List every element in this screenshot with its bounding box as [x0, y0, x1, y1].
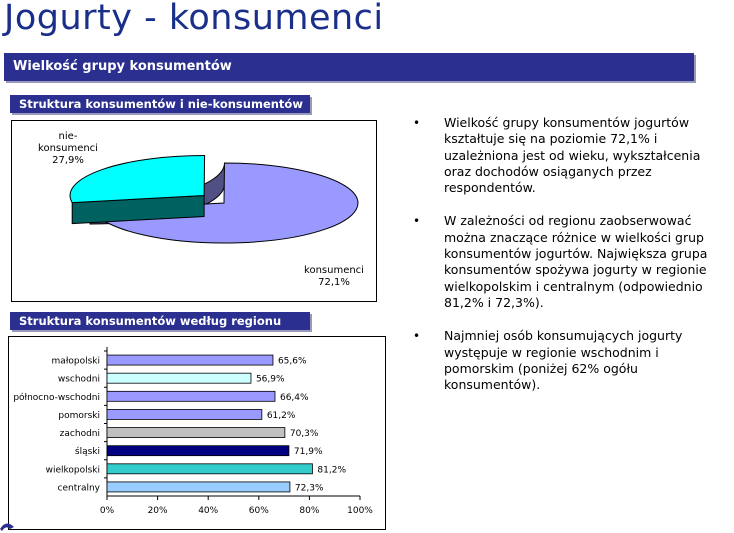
bullet-text: Wielkość grupy konsumentów jogurtów kształtuje się na poziomie 72,1% i uzależniona jest od wieku, wykształcenia oraz dochodów osiąganych przez respondentów.	[444, 115, 701, 196]
bar-chart-title: Struktura konsumentów według regionu	[19, 314, 282, 328]
bar-5	[107, 446, 289, 456]
bar-value-label: 61,2%	[266, 410, 296, 421]
bullet-item	[413, 328, 723, 393]
pie-label-nie-konsumenci: nie-konsumenci 27,9%	[38, 131, 98, 166]
section-header-label: Wielkość grupy konsumentów	[13, 59, 232, 74]
pie-label-konsumenci: konsumenci 72,1%	[304, 265, 364, 288]
bar-4	[107, 428, 285, 438]
pie-chart	[12, 121, 376, 301]
bar-chart-header	[10, 312, 310, 330]
bullet-text: W zależności od regionu zaobserwować można znaczące różnice w wielkości grup konsumentów jogurtów. Największa grupa konsumentów spożywa jogurty w regionie wielkopolskim i centralnym (odpowiednio 81,2% i 72,3%).	[444, 213, 708, 310]
y-tick-label: północno-wschodni	[13, 392, 100, 403]
bar-2	[107, 391, 275, 401]
summary-bullets	[413, 115, 723, 410]
bar-0	[107, 355, 273, 365]
x-tick-label: 40%	[198, 506, 219, 516]
x-tick-label: 60%	[248, 506, 269, 516]
x-tick-label: 0%	[99, 506, 115, 516]
y-tick-label: wschodni	[57, 374, 100, 385]
bullet-icon: •	[413, 116, 421, 130]
bar-chart-panel	[8, 336, 386, 530]
y-tick-label: śląski	[74, 447, 100, 458]
page-title: Jogurty - konsumenci	[4, 0, 384, 38]
x-tick-label: 80%	[299, 506, 320, 516]
pie-chart-title: Struktura konsumentów i nie-konsumentów	[19, 97, 303, 111]
y-tick-label: centralny	[57, 483, 100, 494]
bar-value-label: 65,6%	[277, 356, 307, 367]
bar-value-label: 81,2%	[317, 465, 347, 476]
bar-value-label: 71,9%	[293, 447, 323, 458]
x-tick-label: 100%	[347, 506, 373, 516]
pie-chart-panel	[11, 120, 377, 302]
bar-6	[107, 464, 312, 474]
bar-value-label: 72,3%	[294, 483, 324, 494]
bar-value-label: 66,4%	[279, 392, 309, 403]
bar-1	[107, 373, 251, 383]
x-tick-label: 20%	[147, 506, 168, 516]
bar-3	[107, 409, 262, 419]
bullet-icon: •	[413, 214, 421, 229]
bullet-item	[413, 213, 723, 311]
logo-fragment-icon	[0, 515, 18, 533]
bar-7	[107, 482, 290, 492]
y-tick-label: pomorski	[58, 410, 100, 421]
y-tick-label: zachodni	[59, 429, 100, 440]
bullet-text: Najmniej osób konsumujących jogurty występuje w regionie wschodnim i pomorskim (poniżej 62% ogółu konsumentów).	[444, 328, 683, 393]
bullet-icon: •	[413, 329, 421, 344]
bar-value-label: 70,3%	[289, 429, 319, 440]
y-tick-label: małopolski	[51, 356, 100, 367]
bullet-item	[413, 115, 723, 196]
bar-chart	[9, 337, 385, 529]
section-header	[4, 53, 694, 81]
y-tick-label: wielkopolski	[45, 465, 100, 476]
pie-slice-nie-konsumenci	[70, 155, 205, 202]
pie-chart-header	[10, 95, 310, 113]
bar-value-label: 56,9%	[255, 374, 285, 385]
